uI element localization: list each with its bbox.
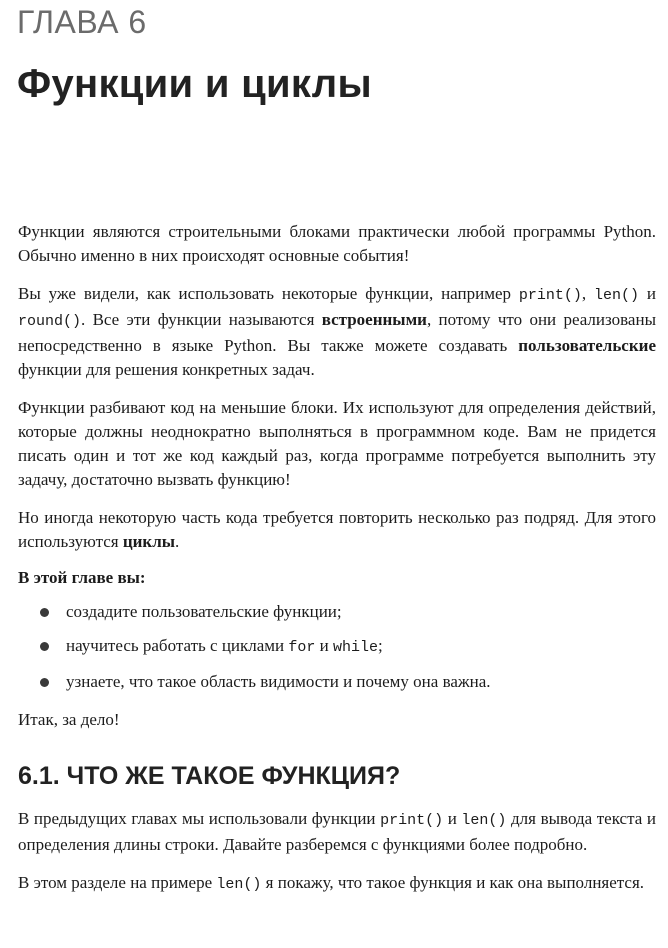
- chapter-title: Функции и циклы: [17, 62, 372, 106]
- intro-paragraph-4: [18, 506, 656, 554]
- text: и: [443, 809, 462, 828]
- text: научитесь работать с циклами: [66, 636, 289, 655]
- section-paragraph-2: [18, 871, 656, 897]
- code-len: len(): [461, 812, 507, 829]
- text: ;: [378, 636, 383, 655]
- text: В предыдущих главах мы использовали функции: [18, 809, 381, 828]
- section-title: 6.1. ЧТО ЖЕ ТАКОЕ ФУНКЦИЯ?: [18, 762, 401, 790]
- chapter-label: ГЛАВА 6: [17, 4, 147, 40]
- text: для вывода текста и определения длины строки. Давайте разберемся с функциями более подробно.: [18, 809, 656, 854]
- code-len: len(): [594, 287, 640, 304]
- text: функции для решения конкретных задач.: [18, 360, 315, 379]
- list-item: [18, 600, 656, 624]
- list-item-text: узнаете, что такое область видимости и почему она важна.: [66, 672, 491, 691]
- code-round: round(): [18, 313, 82, 330]
- text: и: [639, 284, 656, 303]
- text: Но иногда некоторую часть кода требуется повторить несколько раз подряд. Для этого используются: [18, 508, 656, 551]
- text: я покажу, что такое функция и как она выполняется.: [261, 873, 645, 892]
- text: .: [175, 532, 180, 551]
- list-item-text: создадите пользовательские функции;: [66, 602, 342, 621]
- term-user-defined: пользовательские: [518, 336, 656, 355]
- text: . Все эти функции называются: [81, 310, 322, 329]
- intro-paragraph-1: Функции являются строительными блоками практически любой программы Python. Обычно именно в них происходят основные события!: [18, 222, 656, 265]
- text: и: [315, 636, 334, 655]
- list-item: [18, 670, 656, 694]
- code-for: for: [288, 639, 316, 656]
- list-heading: В этой главе вы:: [18, 568, 146, 587]
- goals-list: [18, 600, 656, 694]
- code-print: print(): [380, 812, 444, 829]
- term-loops: циклы: [122, 532, 176, 551]
- text: ,: [581, 284, 595, 303]
- page-body: [18, 220, 656, 911]
- closing-paragraph: Итак, за дело!: [18, 710, 120, 729]
- bullet-icon: [40, 642, 49, 651]
- intro-paragraph-3: Функции разбивают код на меньшие блоки. Их используют для определения действий, которые должны неоднократно выполняться в программном коде. Вам не придется писать один и тот же код каждый раз, когда программе потребуется выполнить эту задачу, достаточно вызвать функцию!: [18, 398, 656, 489]
- code-print: print(): [518, 287, 582, 304]
- section-paragraph-1: [18, 807, 656, 857]
- code-while: while: [333, 639, 379, 656]
- bullet-icon: [40, 608, 49, 617]
- intro-paragraph-2: [18, 282, 656, 382]
- list-item: [18, 634, 656, 660]
- text: , потому что они реализованы непосредственно в языке Python. Вы также можете создавать: [18, 310, 656, 355]
- text: Вы уже видели, как использовать некоторые функции, например: [18, 284, 519, 303]
- term-builtin: встроенными: [321, 310, 427, 329]
- code-len: len(): [216, 876, 262, 893]
- text: В этом разделе на примере: [18, 873, 217, 892]
- bullet-icon: [40, 678, 49, 687]
